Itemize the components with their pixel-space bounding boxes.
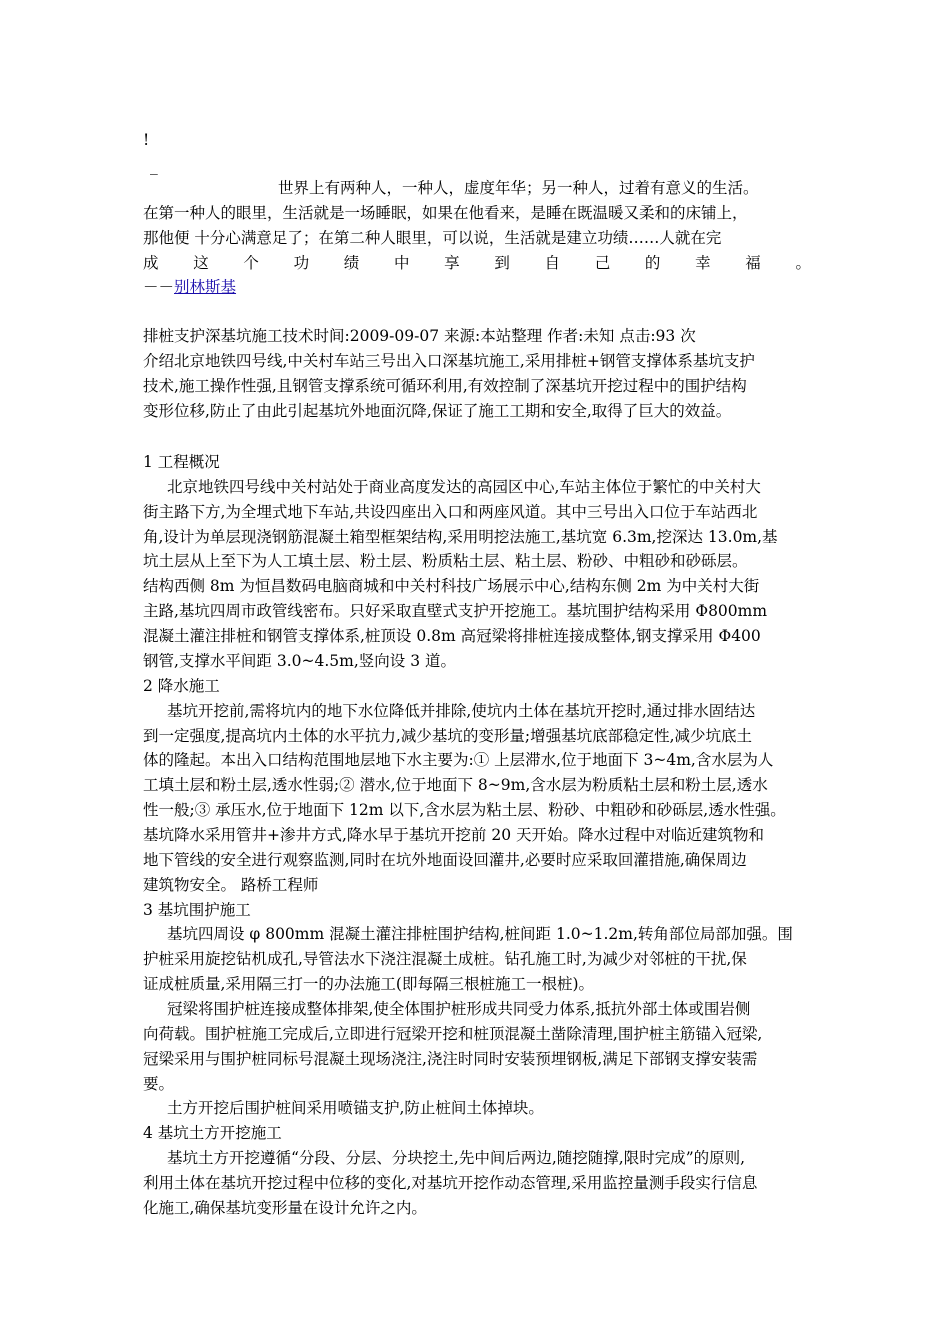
paragraph-line: 冠梁采用与围护桩同标号混凝土现场浇注,浇注时同时安装预埋钢板,满足下部钢支撑安装需 <box>143 1050 758 1068</box>
quote-line-4-glyph: 中 <box>393 254 410 272</box>
quote-line-4-glyph: 。 <box>795 254 811 272</box>
paragraph-line: 工填土层和粉土层,透水性弱;② 潜水,位于地面下 8~9m,含水层为粉质粘土层和粉土层,透水 <box>143 776 768 794</box>
paragraph-line: 护桩采用旋挖钻机成孔,导管法水下浇注混凝土成桩。钻孔施工时,为减少对邻桩的干扰,保 <box>143 950 747 968</box>
paragraph-line: 角,设计为单层现浇钢筋混凝土箱型框架结构,采用明挖法施工,基坑宽 6.3m,挖深达 13.0m,基 <box>143 528 778 546</box>
intro-line: 介绍北京地铁四号线,中关村车站三号出入口深基坑施工,采用排桩+钢管支撑体系基坑支护 <box>143 352 755 370</box>
quote-line-4-glyph: 绩 <box>343 254 360 272</box>
paragraph-line: 混凝土灌注排桩和钢管支撑体系,桩顶设 0.8m 高冠梁将排桩连接成整体,钢支撑采用 Φ400 <box>143 627 761 645</box>
paragraph-line: 坑土层从上至下为人工填土层、粉土层、粉质粘土层、粘土层、粉砂、中粗砂和砂砾层。 <box>143 552 748 570</box>
paragraph-line: 利用土体在基坑开挖过程中位移的变化,对基坑开挖作动态管理,采用监控量测手段实行信息 <box>143 1174 758 1192</box>
quote-line-4-glyph: 己 <box>594 254 611 272</box>
paragraph-line: 钢管,支撑水平间距 3.0~4.5m,竖向设 3 道。 <box>143 652 456 670</box>
quote-line-4-glyph: 个 <box>243 254 259 272</box>
paragraph-line: 要。 <box>143 1075 175 1093</box>
paragraph-line: 主路,基坑四周市政管线密布。只好采取直壁式支护开挖施工。基坑围护结构采用 Φ800mm <box>143 602 768 620</box>
intro-line: 技术,施工操作性强,且钢管支撑系统可循环利用,有效控制了深基坑开挖过程中的围护结构 <box>143 377 747 395</box>
intro-line: 变形位移,防止了由此引起基坑外地面沉降,保证了施工工期和安全,取得了巨大的效益。 <box>143 402 732 420</box>
author-link[interactable]: 别林斯基 <box>174 278 237 296</box>
paragraph-line: 到一定强度,提高坑内土体的水平抗力,减少基坑的变形量;增强基坑底部稳定性,减少坑底土 <box>143 727 753 745</box>
quote-attribution <box>143 275 811 299</box>
quote-line-4-glyph: 享 <box>444 254 460 272</box>
quote-line-4 <box>143 251 811 275</box>
paragraph-line: 证成桩质量,采用隔三打一的办法施工(即每隔三根桩施工一根桩)。 <box>143 975 595 993</box>
exclamation-mark: ! <box>143 131 150 149</box>
quote-line-3: 那他便 十分心满意足了；在第二种人眼里，可以说，生活就是建立功绩……人就在完 <box>143 229 722 247</box>
paragraph-line: 冠梁将围护桩连接成整体排架,使全体围护桩形成共同受力体系,抵抗外部土体或围岩侧 <box>167 1000 751 1018</box>
paragraph-line: 化施工,确保基坑变形量在设计允许之内。 <box>143 1199 427 1217</box>
quote-line-4-glyph: 这 <box>193 254 209 272</box>
paragraph-line: 北京地铁四号线中关村站处于商业高度发达的高园区中心,车站主体位于繁忙的中关村大 <box>167 478 761 496</box>
section-3-heading: 3 基坑围护施工 <box>143 901 251 919</box>
paragraph-line: 建筑物安全。 路桥工程师 <box>143 876 319 894</box>
paragraph-line: 基坑降水采用管井+渗井方式,降水早于基坑开挖前 20 天开始。降水过程中对临近建筑物和 <box>143 826 764 844</box>
paragraph-line: 基坑四周设 φ 800mm 混凝土灌注排桩围护结构,桩间距 1.0~1.2m,转角部位局部加强。围 <box>167 925 793 943</box>
section-4-heading: 4 基坑土方开挖施工 <box>143 1124 282 1142</box>
section-2-heading: 2 降水施工 <box>143 677 220 695</box>
section-1-heading: 1 工程概况 <box>143 453 220 471</box>
quote-line-4-glyph: 福 <box>745 254 761 272</box>
quote-line-4-glyph: 功 <box>293 254 310 272</box>
quote-line-4-glyph: 到 <box>494 254 510 272</box>
underscore-mark: _ <box>150 157 158 175</box>
paragraph-line: 街主路下方,为全埋式地下车站,共设四座出入口和两座风道。其中三号出入口位于车站西北 <box>143 503 758 521</box>
paragraph-line: 结构西侧 8m 为恒昌数码电脑商城和中关村科技广场展示中心,结构东侧 2m 为中关村大街 <box>143 577 760 595</box>
paragraph-line: 土方开挖后围护桩间采用喷锚支护,防止桩间土体掉块。 <box>167 1099 544 1117</box>
paragraph-line: 地下管线的安全进行观察监测,同时在坑外地面设回灌井,必要时应采取回灌措施,确保周边 <box>143 851 747 869</box>
quote-line-1: 世界上有两种人，一种人，虚度年华；另一种人，过着有意义的生活。 <box>278 179 759 197</box>
quote-line-4-glyph: 的 <box>644 254 661 272</box>
paragraph-line: 性一般;③ 承压水,位于地面下 12m 以下,含水层为粘土层、粉砂、中粗砂和砂砾层,透水性强。 <box>143 801 786 819</box>
attribution-dash: －－ <box>143 278 175 296</box>
paragraph-line: 基坑土方开挖遵循“分段、分层、分块挖土,先中间后两边,随挖随撑,限时完成”的原则, <box>167 1149 746 1167</box>
quote-line-4-glyph: 幸 <box>695 254 711 272</box>
paragraph-line: 基坑开挖前,需将坑内的地下水位降低并排除,使坑内土体在基坑开挖时,通过排水固结达 <box>167 702 756 720</box>
article-meta: 排桩支护深基坑施工技术时间:2009-09-07 来源:本站整理 作者:未知 点击:93 次 <box>143 327 696 345</box>
paragraph-line: 向荷载。围护桩施工完成后,立即进行冠梁开挖和桩顶混凝土凿除清理,围护桩主筋锚入冠梁, <box>143 1025 763 1043</box>
quote-line-2: 在第一种人的眼里，生活就是一场睡眠，如果在他看来，是睡在既温暖又柔和的床铺上， <box>143 204 748 222</box>
paragraph-line: 体的隆起。本出入口结构范围地层地下水主要为:① 上层滞水,位于地面下 3~4m,含水层为人 <box>143 751 774 769</box>
quote-line-4-glyph: 自 <box>544 254 561 272</box>
quote-line-4-glyph: 成 <box>143 254 159 272</box>
